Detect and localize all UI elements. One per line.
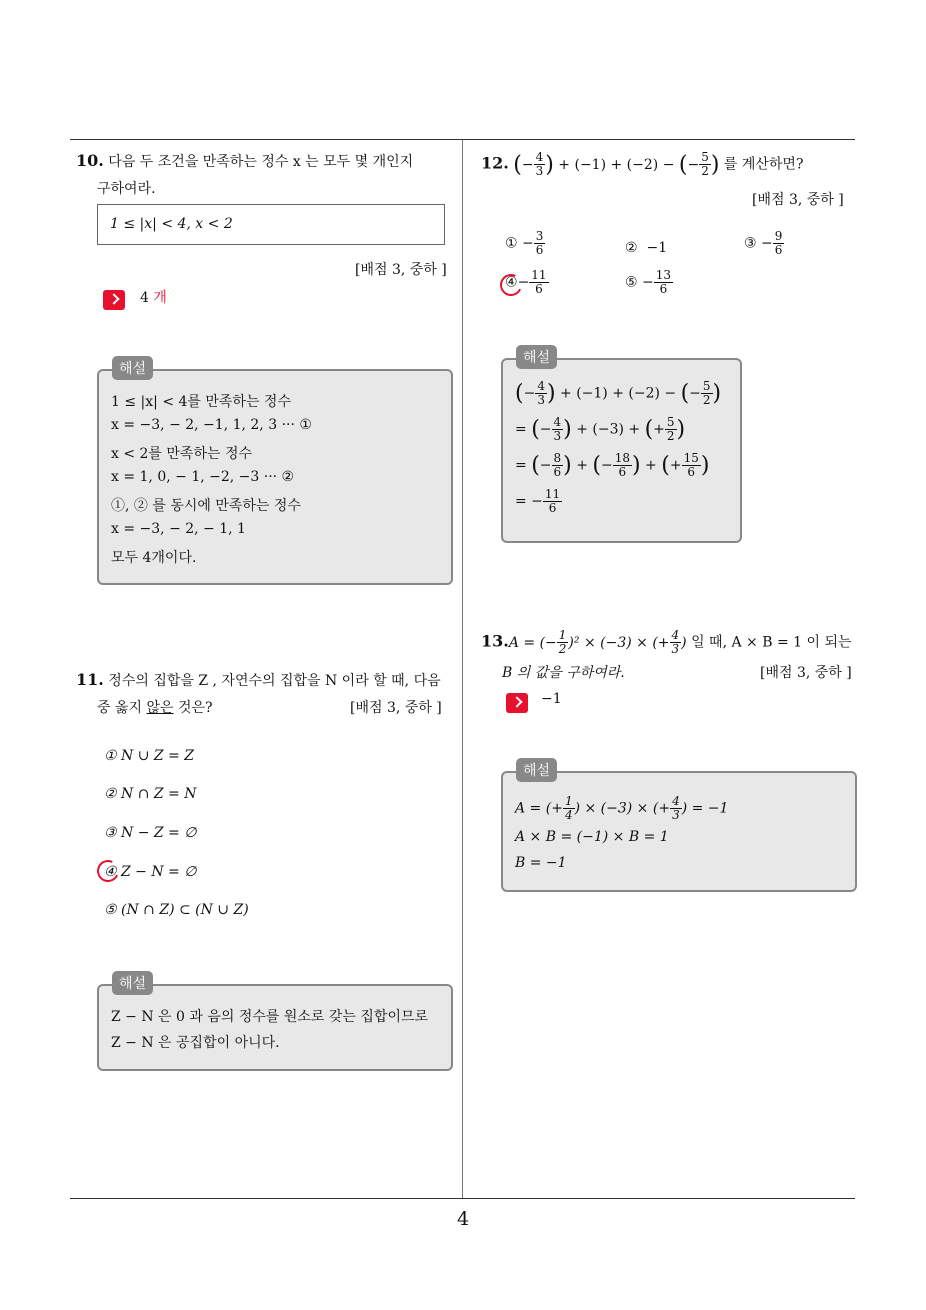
option-1[interactable]: ① N ∪ Z = Z — [104, 748, 194, 764]
option-4[interactable]: ④− $\frac{11}{6}$ — [505, 268, 547, 296]
option-label: ⑤ — [625, 274, 638, 291]
condition-box — [97, 204, 445, 245]
explanation-box-13 — [501, 771, 857, 892]
option-label: ① — [505, 235, 518, 252]
score-label: [배점 3, 중하 ] — [752, 192, 844, 208]
option-5[interactable]: ⑤ − $\frac{13}{6}$ — [625, 268, 672, 296]
explanation-line: B = −1 — [515, 855, 567, 871]
question-text: 일 때, A × B = 1 이 되는 — [691, 634, 852, 651]
question-text-line2: B 의 값을 구하여라. — [502, 665, 625, 681]
question-13 — [481, 629, 852, 656]
option-label: ③ — [744, 235, 757, 252]
option-value: −1 — [646, 240, 668, 256]
explanation-line: = − $\frac{11}{6}$ — [515, 487, 561, 515]
answer-circle-icon — [94, 857, 122, 885]
explanation-line: x = 1, 0, − 1, −2, −3 ··· ② — [111, 469, 295, 485]
option-2[interactable] — [625, 240, 667, 256]
score-label: [배점 3, 중하 ] — [355, 262, 447, 278]
explanation-line: x < 2를 만족하는 정수 — [111, 446, 253, 462]
question-number: 11. — [76, 670, 104, 689]
explanation-line: = (− $\frac{4}{3}$ ) + (−3) + (+ $\frac{5}{2}$ ) — [515, 415, 686, 443]
option-4[interactable]: ④ Z − N = ∅ — [104, 864, 197, 880]
answer-number: 4 — [140, 290, 149, 306]
option-label: ② — [625, 240, 638, 256]
question-11 — [76, 670, 441, 690]
question-text-line2: 구하여라. — [97, 181, 156, 197]
condition-text: 1 ≤ |x| < 4, x < 2 — [110, 216, 233, 232]
option-2[interactable]: ② N ∩ Z = N — [104, 786, 197, 802]
explanation-line: A = (+ $\frac{1}{4}$ ) × (−3) × (+ $\frac{4}{3}$ ) = −1 — [515, 794, 729, 822]
answer-arrow-icon — [103, 290, 125, 310]
explanation-line: A × B = (−1) × B = 1 — [515, 829, 669, 845]
answer-arrow-icon — [506, 693, 528, 713]
question-number: 12. — [481, 153, 509, 173]
option-1[interactable]: ① − $\frac{3}{6}$ — [505, 229, 544, 257]
question-text: 정수의 집합을 Z , 자연수의 집합을 N 이라 할 때, 다음 — [108, 673, 441, 689]
explanation-tag: 해설 — [516, 758, 557, 782]
answer-unit: 개 — [153, 290, 167, 306]
expression: A = (− $\frac{1}{2}$ )² × (−3) × (+ $\frac{4}{3}$ ) — [508, 628, 687, 656]
question-tail: 를 계산하면? — [723, 156, 804, 173]
explanation-box-10 — [97, 369, 453, 585]
bottom-rule — [70, 1198, 855, 1199]
option-label: ④ — [505, 274, 518, 291]
explanation-box-12 — [501, 358, 742, 543]
column-divider — [462, 140, 463, 1198]
question-12 — [481, 151, 803, 178]
page-number: 4 — [456, 1208, 470, 1230]
explanation-line: ①, ② 를 동시에 만족하는 정수 — [111, 498, 301, 514]
explanation-tag: 해설 — [516, 345, 557, 369]
explanation-line: Z − N 은 공집합이 아니다. — [111, 1035, 280, 1051]
answer — [140, 287, 167, 307]
question-number: 10. — [76, 151, 104, 170]
question-text: 다음 두 조건을 만족하는 정수 x 는 모두 몇 개인지 — [108, 154, 414, 170]
score-label: [배점 3, 중하 ] — [760, 665, 852, 681]
explanation-line: (− $\frac{4}{3}$ ) + (−1) + (−2) − (− $\frac{5}{2}$ ) — [515, 379, 722, 407]
explanation-line: x = −3, − 2, −1, 1, 2, 3 ··· ① — [111, 417, 312, 433]
explanation-line: 모두 4개이다. — [111, 550, 197, 566]
explanation-tag: 해설 — [112, 356, 153, 380]
question-10 — [76, 151, 413, 171]
explanation-tag: 해설 — [112, 971, 153, 995]
explanation-box-11 — [97, 984, 453, 1071]
explanation-line: x = −3, − 2, − 1, 1 — [111, 521, 246, 537]
explanation-line: Z − N 은 0 과 음의 정수를 원소로 갖는 집합이므로 — [111, 1009, 429, 1025]
score-label: [배점 3, 중하 ] — [350, 700, 442, 716]
question-text-line2 — [97, 697, 213, 717]
explanation-line: 1 ≤ |x| < 4를 만족하는 정수 — [111, 394, 291, 410]
expression: (− $\frac{4}{3}$ ) + (−1) + (−2) − (− $\frac{5}{2}$ ) — [513, 150, 720, 178]
option-3[interactable]: ③ N − Z = ∅ — [104, 825, 197, 841]
answer: −1 — [541, 691, 562, 707]
option-5[interactable]: ⑤ (N ∩ Z) ⊂ (N ∪ Z) — [104, 902, 249, 918]
text-part: 것은? — [173, 700, 213, 716]
option-3[interactable]: ③ − $\frac{9}{6}$ — [744, 229, 783, 257]
underlined-word: 않은 — [146, 700, 174, 716]
explanation-line: = (− $\frac{8}{6}$ ) + (− $\frac{18}{6}$ ) + (+ $\frac{15}{6}$ ) — [515, 451, 710, 479]
text-part: 중 옳지 — [97, 700, 147, 716]
question-number: 13. — [481, 631, 509, 651]
